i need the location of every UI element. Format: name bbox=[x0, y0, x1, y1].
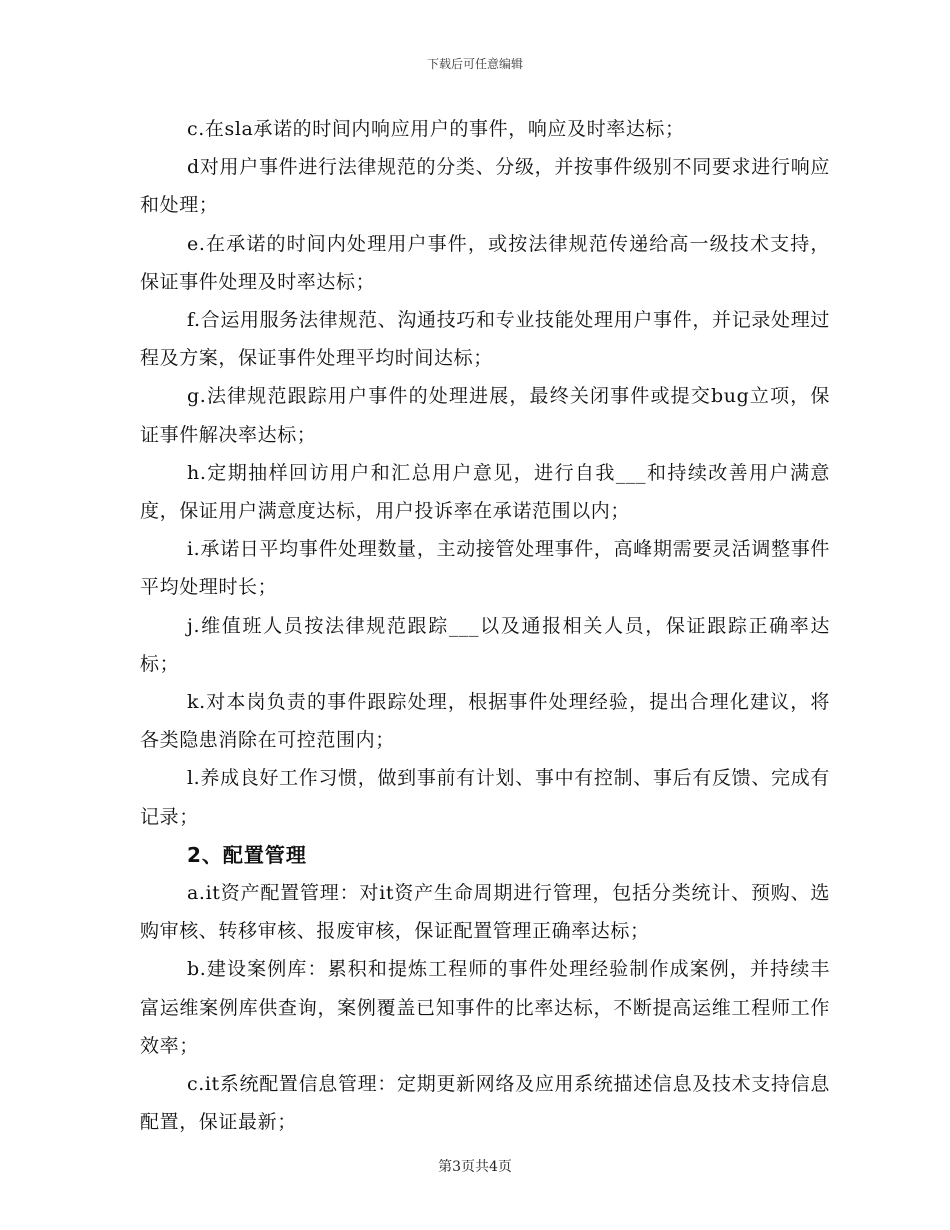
paragraph-config-a: a.it资产配置管理：对it资产生命周期进行管理，包括分类统计、预购、选购审核、转移审核、报废审核，保证配置管理正确率达标； bbox=[140, 882, 830, 943]
paragraph-k: k.对本岗负责的事件跟踪处理，根据事件处理经验，提出合理化建议，将各类隐患消除在可控范围内； bbox=[140, 691, 830, 752]
paragraph-g: g.法律规范跟踪用户事件的处理进展，最终关闭事件或提交bug立项，保证事件解决率达标； bbox=[140, 385, 830, 446]
paragraph-config-c: c.it系统配置信息管理：定期更新网络及应用系统描述信息及技术支持信息配置，保证最新； bbox=[140, 1073, 830, 1134]
paragraph-config-b: b.建设案例库：累积和提炼工程师的事件处理经验制作成案例，并持续丰富运维案例库供查询，案例覆盖已知事件的比率达标，不断提高运维工程师工作效率； bbox=[140, 958, 830, 1057]
document-body bbox=[140, 110, 830, 1141]
section-heading: 2、配置管理 bbox=[187, 842, 307, 867]
paragraph-c: c.在sla承诺的时间内响应用户的事件，响应及时率达标； bbox=[187, 118, 685, 140]
page-footer: 第3页共4页 bbox=[438, 1159, 512, 1175]
paragraph-e: e.在承诺的时间内处理用户事件，或按法律规范传递给高一级技术支持，保证事件处理及时率达标； bbox=[140, 232, 830, 293]
paragraph-h: h.定期抽样回访用户和汇总用户意见，进行自我___和持续改善用户满意度，保证用户满意度达标，用户投诉率在承诺范围以内； bbox=[140, 461, 830, 523]
paragraph-i: i.承诺日平均事件处理数量，主动接管处理事件，高峰期需要灵活调整事件平均处理时长； bbox=[140, 538, 830, 599]
paragraph-l: l.养成良好工作习惯，做到事前有计划、事中有控制、事后有反馈、完成有记录； bbox=[140, 767, 830, 828]
paragraph-j: j.维值班人员按法律规范跟踪___以及通报相关人员，保证跟踪正确率达标； bbox=[140, 614, 830, 675]
paragraph-f: f.合运用服务法律规范、沟通技巧和专业技能处理用户事件，并记录处理过程及方案，保证事件处理平均时间达标； bbox=[140, 309, 830, 370]
page-header: 下载后可任意编辑 bbox=[426, 57, 523, 71]
paragraph-d: d对用户事件进行法律规范的分类、分级，并按事件级别不同要求进行响应和处理； bbox=[140, 156, 830, 217]
